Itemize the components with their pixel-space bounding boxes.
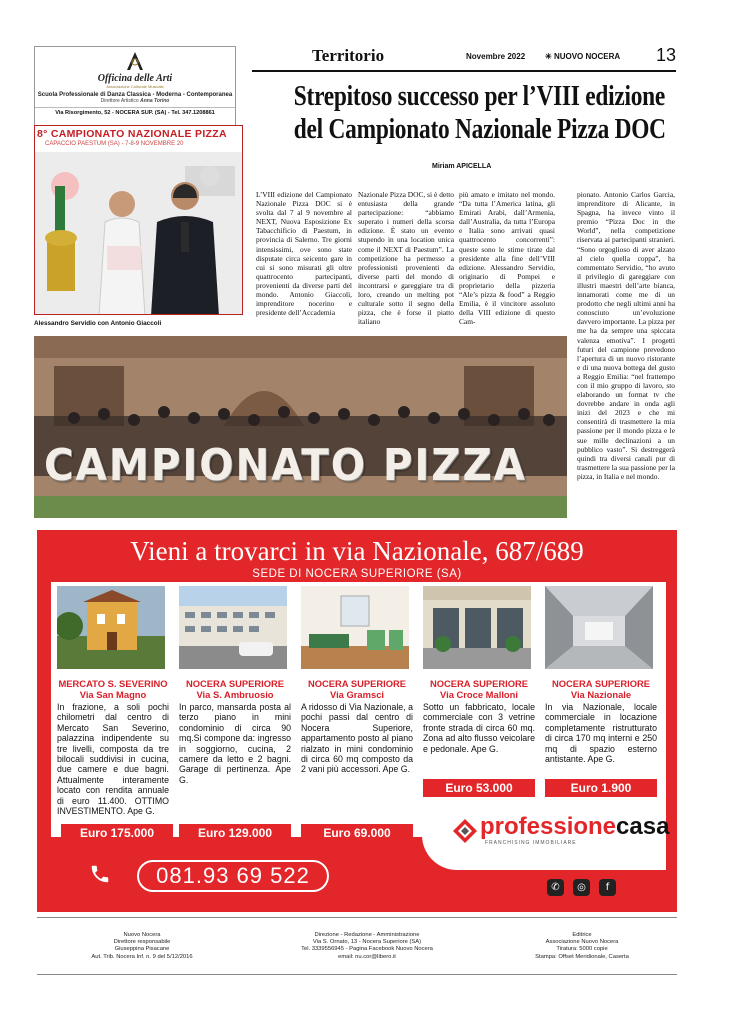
listing-photo [423,586,531,669]
real-estate-subtitle: SEDE DI NOCERA SUPERIORE (SA) [252,568,462,580]
dance-school-ad [34,46,236,126]
listing-town: NOCERA SUPERIORE [551,678,651,689]
article-column-3: più amato e imitato nel mondo. “Da tutta l’America latina, gli Emirati Arabi, dall’Armenia, dall’Australia, da tutta l’Europa e Italia sono arrivati quasi quattrocento concorrenti”: queste sono le stime tirate dal presidente alla fine dell’VIII edizione. Alessandro Servidio, originario di Pompei e proprietario della pizzeria “Ale’s pizza & food” a Reggio Emilia, è il vincitore assoluto della VIII edizione di questo Cam- [459,190,555,327]
dance-school-logo-icon [124,51,146,71]
dance-school-address: Via Risorgimento, 52 - NOCERA SUP. (SA) - Tel. 347.1208861 [35,107,235,116]
brand-logo-box [422,800,670,870]
listing-photo [57,586,165,669]
listing-card[interactable] [423,586,535,754]
article-column-1: L’VIII edizione del Campionato Nazionale Pizza DOC si è svolta dal 7 al 9 novembre al NEXT, Nuova Esposizione Ex Tabacchificio di Paestum, in provincia di Salerno. Tre giorni intensissimi, ove sono state disputate circa seicento gare in cui si sono misurati gli oltre quattrocento partecipanti, provenienti da diverse parti del mondo. Antonio Giaccoli, imprenditore nocerino e presidente dell’Accademia [256,190,352,318]
issue-date: Novembre 2022 [466,52,526,61]
listing-town: MERCATO S. SEVERINO [58,678,168,689]
dance-school-tagline: Associazione Culturale Musicale [106,84,164,89]
listing-photo [301,586,409,669]
listing-description: In via Nazionale, locale commerciale in locazione completamente ristrutturato di circa 170 mq interni e 250 mq di spazio esterno antistante. Ape G. [545,702,657,765]
listing-photo [545,586,653,669]
page-number: 13 [656,45,677,65]
listing-town: NOCERA SUPERIORE [185,678,285,689]
phone-number[interactable]: 081.93 69 522 [137,860,329,892]
listing-card[interactable] [57,586,169,816]
dance-school-courses: Scuola Professionale di Danza Classica - Moderna - Contemporanea [37,92,233,98]
dance-school-director: Direttore Artistico Anna Torino [100,98,170,104]
group-photo [34,336,567,518]
article-byline: Miriam APICELLA [432,163,492,170]
dance-school-name: Officina delle Arti [97,73,173,84]
facebook-icon[interactable]: f [599,879,616,896]
brand-logo-icon [452,818,478,844]
snowflake-icon: ✳ [545,52,552,61]
listing-price: Euro 175.000 [61,824,173,842]
listings-panel [51,582,666,840]
listing-photo [179,586,287,669]
page-footer [37,917,677,975]
listing-street: Via Nazionale [570,689,632,700]
article-column-2: Nazionale Pizza DOC, si è detto entusiasta della grande partecipazione: “abbiamo superato i numeri della scorsa edizione. È stato un evento stupendo in una location unica come il NEXT di Paestum”. La competizione ha permesso a professionisti provenienti da diverse parti del mondo di incontrarsi e gareggiare tra di loro, creando un melting pot culturale sotto il segno della pizza, che è forse il piatto italiano [358,190,454,327]
listing-description: Sotto un fabbricato, locale commerciale con 3 vetrine fronte strada di circa 60 mq. Zona ad alto flusso veicolare e pedonale. Ape G. [423,702,535,754]
article-column-4: pionato. Antonio Carlos Garcia, imprenditore di Alicante, in Spagna, ha invece vinto il premio “Pizza Doc in the World”, nella competizione riservata ai partecipanti stranieri. “Sono orgoglioso di aver alzato al cielo quella coppa”, ha commentato Servidio, “ho avuto il privilegio di gareggiare con illustri maestri dell’arte bianca, innamorati come me di un prodotto che negli ultimi anni ha conosciuto un’evoluzione davvero importante. La pizza per me ha da sempre una spiccata valenza emotiva”. I progetti futuri del campione prevedono l’apertura di un nuovo ristorante e di una nuova bottega del gusto a Reggio Emilia: “nel frattempo con il mio gruppo di lavoro, sto elaborando un format tv che dovrebbe andare in onda agli inizi del 2023 e che mi consentirà di trasmettere la mia passione per il mondo pizza e le sue mille declinazioni a un pubblico vasto”. Si destreggerà quindi tra diversi canali pur di trasmettere la sua passione per la pizza, in Italia e nel mondo. [577,190,675,481]
photo-caption: Alessandro Servidio con Antonio Giaccoli [34,320,162,327]
real-estate-ad [37,530,677,912]
phone-icon [89,863,111,885]
listing-description: A ridosso di Via Nazionale, a pochi passi dal centro di Nocera Superiore, appartamento posto al piano rialzato in mini condominio di circa 60 mq composto da 2 vani più accessori. Ape G. [301,702,413,775]
listing-description: In frazione, a soli pochi chilometri dal centro di Mercato San Severino, palazzina indipendente su tre livelli, composta da tre bilocali suddivisi in cucina, due camere e due bagni. Attualmente interamente locato con rendita annuale di euro 11.400. OTTIMO INVESTIMENTO. Ape G. [57,702,169,817]
listing-town: NOCERA SUPERIORE [429,678,529,689]
listing-price: Euro 69.000 [301,824,413,842]
whatsapp-icon[interactable]: ✆ [547,879,564,896]
winner-photo [34,125,243,315]
listing-street: Via Croce Malloni [440,689,518,700]
instagram-icon[interactable]: ◎ [573,879,590,896]
brand-name: professionecasa [480,813,670,840]
listing-price: Euro 1.900 [545,779,657,797]
footer-left: Nuovo Nocera Direttore responsabile Giuseppina Pisacane Aut. Trib. Nocera Inf. n. 9 del 5/12/2016 [91,932,193,960]
newspaper-name: ✳ NUOVO NOCERA [545,52,621,61]
listing-card[interactable] [545,586,657,764]
listing-card[interactable] [301,586,413,775]
listing-card[interactable] [179,586,291,785]
brand-tagline: FRANCHISING IMMOBILIARE [485,840,577,846]
listing-description: In parco, mansarda posta al terzo piano in mini condominio di circa 90 mq.Si compone da: ingresso in soggiorno, cucina, 2 camere da letto e 2 bagni. Garage di pertinenza. Ape G. [179,702,291,785]
championship-sign: CAMPIONATO PIZZA [44,440,527,491]
listing-price: Euro 53.000 [423,779,535,797]
footer-center: Direzione - Redazione - Amministrazione Via S. Ornato, 13 - Nocera Superiore (SA) Tel. 3339556945 - Pagina Facebook Nuovo Nocera email: nu.cor@libero.it [301,932,433,960]
winner-photo-image [35,126,243,315]
article-headline: Strepitoso successo per l’VIII edizione del Campionato Nazionale Pizza DOC [293,81,666,145]
section-title: Territorio [312,46,385,65]
listing-street: Via S. Ambruosio [196,689,274,700]
listing-town: NOCERA SUPERIORE [307,678,407,689]
listing-street: Via San Magno [79,689,147,700]
real-estate-title: Vieni a trovarci in via Nazionale, 687/689 [130,536,584,566]
championship-banner [35,126,242,152]
banner-title: 8° CAMPIONATO NAZIONALE PIZZA [37,128,227,140]
page-header [252,44,676,72]
footer-right: Editrice Associazione Nuovo Nocera Tiratura: 5000 copie Stampa: Offset Meridionale, Caserta [535,932,629,960]
listing-street: Via Gramsci [329,689,385,700]
listing-price: Euro 129.000 [179,824,291,842]
banner-subtitle: CAPACCIO PAESTUM (SA) - 7-8-9 NOVEMBRE 20 [45,141,184,147]
